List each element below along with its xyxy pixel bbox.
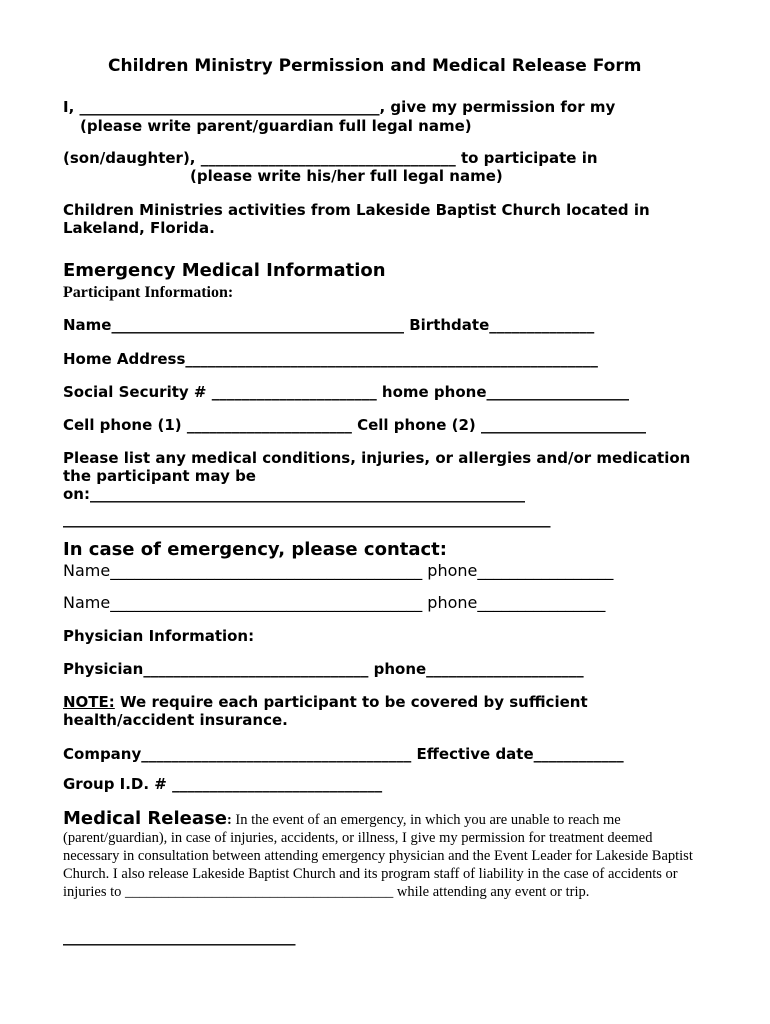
participant-name-row	[63, 316, 594, 334]
participate-text: to participate in	[460, 149, 598, 167]
contact-2-row	[63, 593, 605, 612]
home-address-row	[63, 350, 598, 368]
son-daughter-label: (son/daughter),	[63, 149, 196, 167]
physician-phone-field[interactable]: _____________________	[426, 660, 584, 678]
physician-row	[63, 660, 584, 678]
insurance-note-line-1	[63, 693, 588, 711]
group-id-label: Group I.D. #	[63, 775, 167, 793]
ssn-field[interactable]: ______________________	[211, 383, 377, 401]
parent-name-hint: (please write parent/guardian full legal name)	[80, 117, 472, 135]
contact-2-phone-label: phone	[427, 593, 478, 612]
contact-1-row	[63, 561, 613, 580]
intro-line-4: Lakeland, Florida.	[63, 219, 215, 237]
release-attending-suffix: while attending any event or trip.	[396, 884, 590, 900]
participant-name-field[interactable]: _______________________________________	[111, 316, 404, 334]
cell-phone-row	[63, 416, 646, 434]
note-text: We require each participant to be covered by sufficient	[120, 693, 588, 711]
cell-phone-2-field[interactable]: ______________________	[480, 416, 646, 434]
intro-line-3: Children Ministries activities from Lakeside Baptist Church located in	[63, 201, 650, 219]
physician-phone-label: phone	[373, 660, 427, 678]
birthdate-label: Birthdate	[409, 316, 490, 334]
conditions-field-2[interactable]: _________________________________________________________________	[63, 510, 551, 528]
cell-phone-1-field[interactable]: ______________________	[186, 416, 352, 434]
page-title: Children Ministry Permission and Medical Release Form	[108, 56, 642, 76]
conditions-on-label: on:	[63, 485, 90, 503]
intro-line-2	[63, 149, 598, 167]
home-address-field[interactable]: _______________________________________________________	[185, 350, 598, 368]
intro-line-1	[63, 98, 615, 116]
company-label: Company	[63, 745, 142, 763]
medical-release-text: In the event of an emergency, in which you are unable to reach me (parent/guardian), in case of injuries, accidents, or illness, I give my permission for treatment deemed necessary in consultation between attending emergency physician and the Event Leader for Lakeside Baptist Church. I also release Lakeside Baptist Church and its program staff of liability in the case of	[63, 812, 693, 882]
effective-date-field[interactable]: ____________	[533, 745, 624, 763]
contact-2-phone-field[interactable]: ________________	[477, 593, 606, 612]
insurance-note-line-2: health/accident insurance.	[63, 711, 288, 729]
release-accidents-prefix: accidents or injuries to	[63, 866, 678, 900]
medical-release-heading: Medical Release	[63, 808, 227, 829]
child-name-field[interactable]: __________________________________	[200, 149, 456, 167]
group-id-row	[63, 775, 382, 793]
emergency-medical-heading: Emergency Medical Information	[63, 260, 386, 281]
contact-2-name-label: Name	[63, 593, 111, 612]
contact-2-name-field[interactable]: _______________________________________	[110, 593, 423, 612]
company-row	[63, 745, 624, 763]
emergency-contact-heading: In case of emergency, please contact:	[63, 539, 447, 560]
signature-field[interactable]: _______________________________	[63, 928, 296, 946]
parent-name-field[interactable]: ________________________________________	[79, 98, 380, 116]
home-address-label: Home Address	[63, 350, 186, 368]
physician-label: Physician	[63, 660, 144, 678]
medical-release-paragraph	[63, 810, 693, 901]
medical-release-colon: :	[226, 812, 232, 828]
contact-1-name-field[interactable]: _______________________________________	[110, 561, 423, 580]
effective-date-label: Effective date	[416, 745, 534, 763]
cell-phone-1-label: Cell phone (1)	[63, 416, 182, 434]
home-phone-field[interactable]: ___________________	[486, 383, 630, 401]
home-phone-label: home phone	[381, 383, 487, 401]
ssn-row	[63, 383, 629, 401]
group-id-field[interactable]: ____________________________	[172, 775, 383, 793]
contact-1-name-label: Name	[63, 561, 111, 580]
contact-1-phone-label: phone	[427, 561, 478, 580]
conditions-line-2: the participant may be	[63, 467, 256, 485]
intro-permission-text: , give my permission for my	[379, 98, 616, 116]
company-field[interactable]: ____________________________________	[141, 745, 412, 763]
child-name-hint: (please write his/her full legal name)	[190, 167, 503, 185]
physician-info-heading: Physician Information:	[63, 627, 255, 645]
contact-1-phone-field[interactable]: _________________	[477, 561, 614, 580]
participant-info-heading: Participant Information:	[63, 284, 234, 301]
note-label: NOTE:	[63, 693, 115, 711]
conditions-field-1[interactable]: __________________________________________________________	[89, 485, 525, 503]
cell-phone-2-label: Cell phone (2)	[357, 416, 476, 434]
conditions-line-3	[63, 485, 525, 503]
intro-i-label: I,	[63, 98, 75, 116]
physician-field[interactable]: ______________________________	[143, 660, 369, 678]
name-label: Name	[63, 316, 112, 334]
release-participant-field[interactable]: _____________________________________	[125, 884, 394, 900]
birthdate-field[interactable]: ______________	[489, 316, 595, 334]
ssn-label: Social Security #	[63, 383, 207, 401]
conditions-line-1: Please list any medical conditions, injuries, or allergies and/or medication	[63, 449, 691, 467]
